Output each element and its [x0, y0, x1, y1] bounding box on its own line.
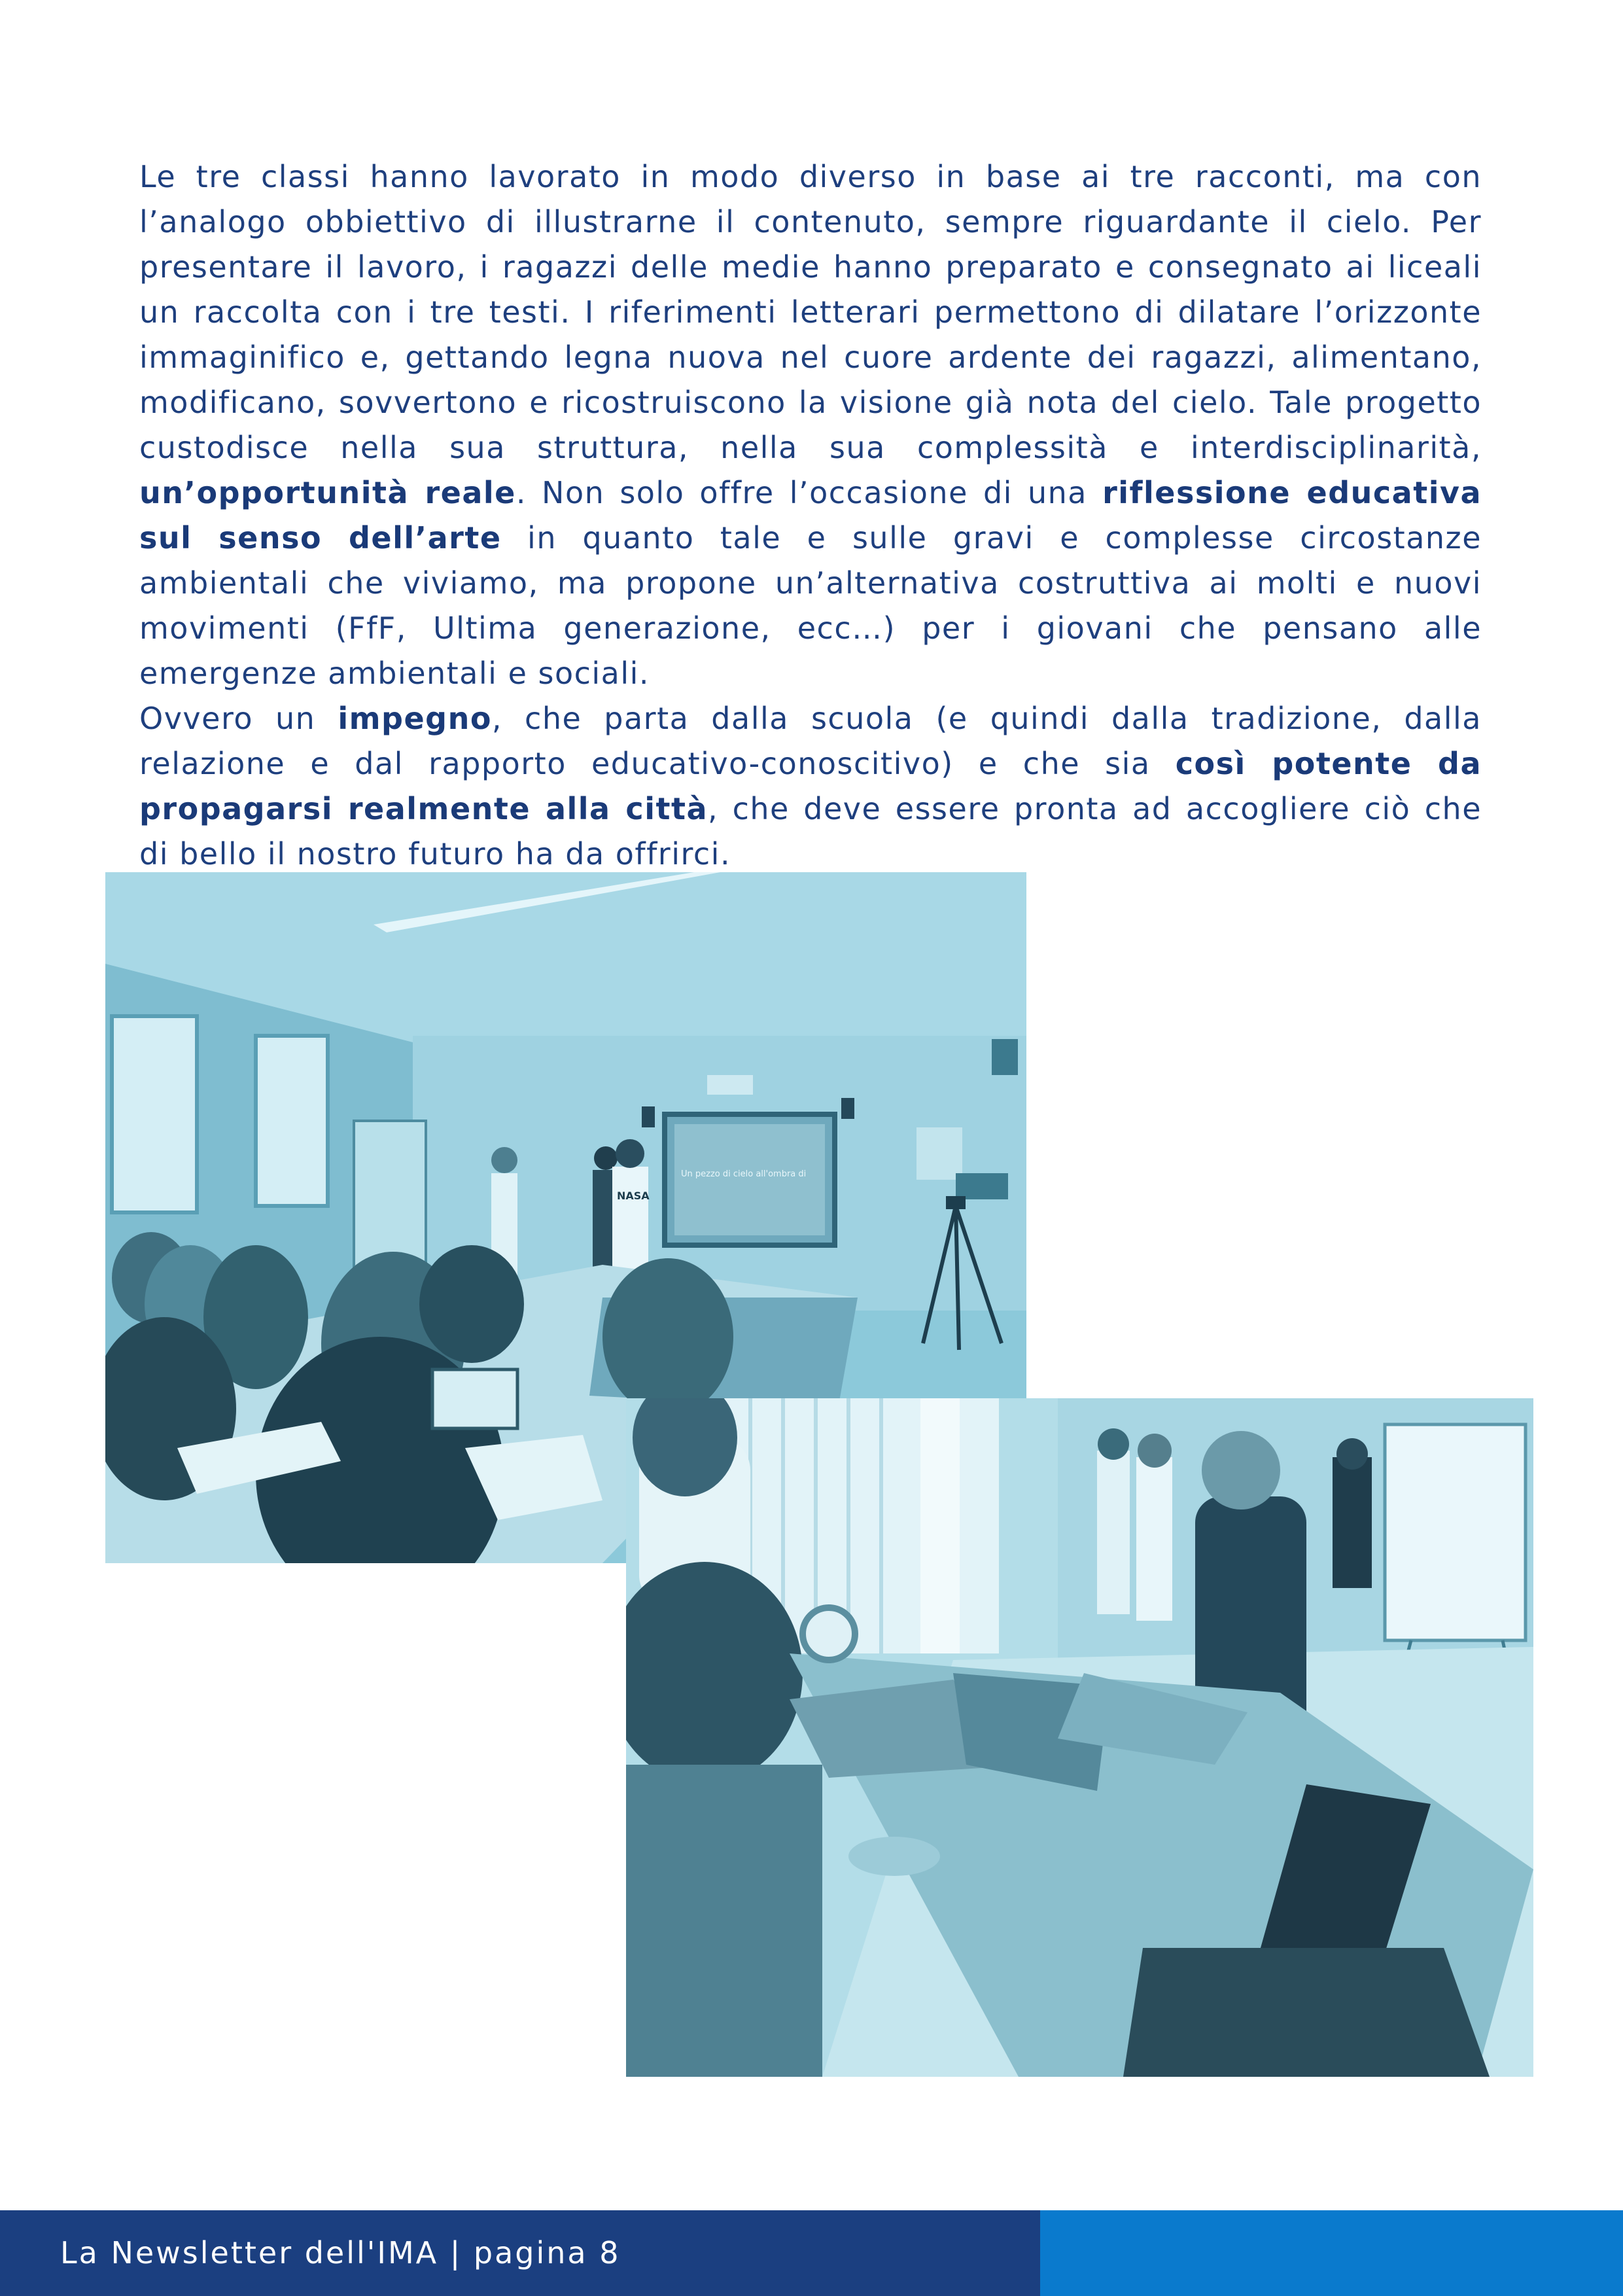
highlight-commitment: impegno — [338, 701, 492, 736]
highlight-city: così potente da propagarsi realmente alla città — [139, 746, 1482, 826]
highlight-reflection: riflessione educativa sul senso dell’arte — [139, 475, 1482, 556]
shirt-text: NASA — [617, 1190, 650, 1202]
footer-right-band — [1040, 2210, 1623, 2296]
footer-page-label: La Newsletter dell'IMA | pagina 8 — [60, 2235, 621, 2270]
highlight-opportunity: un’opportunità reale — [139, 475, 516, 510]
article-text — [139, 154, 1482, 877]
art-room-photo — [626, 1398, 1533, 2077]
paragraph-1: Le tre classi hanno lavorato in modo diverso in base ai tre racconti, ma con l’analogo obbiettivo di illustrarne il contenuto, sempre riguardante il cielo. Per presentare il lavoro, i ragazzi delle medie hanno preparato e consegnato ai liceali un raccolta con i tre testi. I riferimenti letterari permettono di dilatare l’orizzonte immaginifico e, gettando legna nuova nel cuore ardente dei ragazzi, alimentano, modificano, sovvertono e ricostruiscono la visione già nota del cielo. Tale progetto custodisce nella sua struttura, nella sua complessità e interdisciplinarità, un’opportunità reale. Non solo offre l’occasione di una riflessione educativa sul senso dell’arte in quanto tale e sulle gravi e complesse circostanze ambientali che viviamo, ma propone un’alternativa costruttiva ai molti e nuovi movimenti (FfF, Ultima generazione, ecc…) per i giovani che pensano alle emergenze ambientali e sociali. — [139, 159, 1482, 691]
paragraph-2: Ovvero un impegno, che parta dalla scuola (e quindi dalla tradizione, dalla relazione e dal rapporto educativo-conoscitivo) e che sia così potente da propagarsi realmente alla città, che deve essere pronta ad accogliere ciò che di bello il nostro futuro ha da offrirci. — [139, 701, 1482, 872]
projection-text: Un pezzo di cielo all'ombra di — [681, 1169, 807, 1179]
page-footer — [0, 2210, 1623, 2296]
